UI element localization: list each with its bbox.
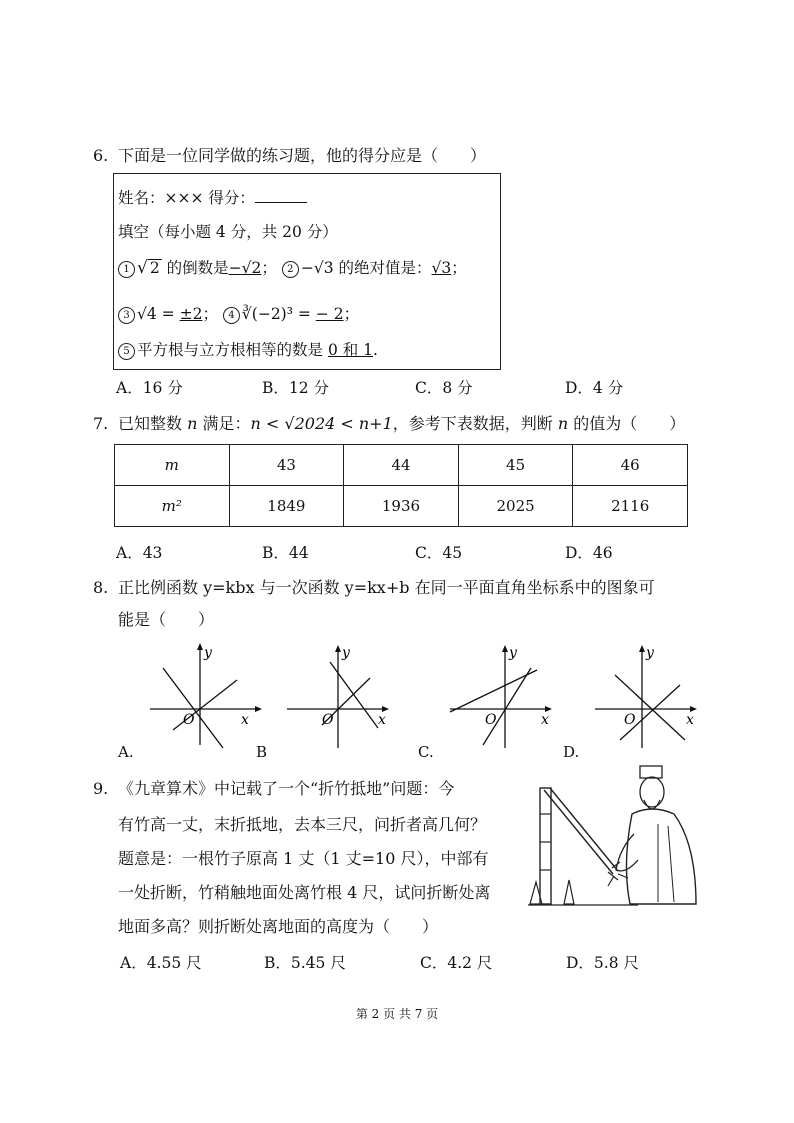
item-4-marker: 4 [223,307,240,324]
item-4-answer: − 2 [315,305,344,323]
sheet-name-line: 姓名：××× 得分： [118,186,307,208]
sheet-item-3-4: 3 √4 = ±2； 4 ∛(−2)³ = − 2； [118,302,359,324]
q9-line-2: 有竹高一丈，末折抵地，去本三尺，问折者高几何？ [118,815,487,834]
scholar-robe [626,809,696,904]
q7-option-c[interactable]: C．45 [415,544,463,562]
origin-label: O [322,712,334,728]
y-label: y [342,645,350,661]
origin-label: O [183,712,195,728]
origin-label: O [624,712,636,728]
sheet-item-1-2: 1 √ 2 的倒数是−√2； 2 −√3 的绝对值是：√3； [118,256,467,278]
table-cell: 2025 [458,486,573,527]
item-1-answer: −√2 [228,259,262,277]
table-head-m-squared: m² [115,486,230,527]
q7-option-d[interactable]: D．46 [565,544,613,562]
q9-line-1: 《九章算术》中记载了一个“折竹抵地”问题：今 [118,779,455,798]
line-2 [330,662,378,728]
graph-d-label[interactable]: D. [563,743,580,761]
q7-inequality: n < √2024 < n+1 [250,414,393,433]
bamboo-stalk [540,788,551,904]
table-head-m: m [115,445,230,486]
x-axis-arrow [255,706,262,712]
q9-line-4: 一处折断，竹稍触地面处离竹根 4 尺，试问折断处离 [118,883,491,902]
q6-option-c[interactable]: C．8 分 [415,379,473,397]
y-axis-arrow [639,645,645,652]
scholar-bamboo-illustration [528,764,704,914]
q9-line-3: 题意是：一根竹子原高 1 丈（1 丈=10 尺），中部有 [118,849,489,868]
sheet-instructions: 填空（每小题 4 分，共 20 分） [118,223,338,241]
item-3-answer: ±2 [179,305,203,323]
x-label: x [686,712,694,728]
table-cell: 45 [458,445,573,486]
graph-d [590,640,710,750]
x-label: x [241,712,249,728]
x-label: x [541,712,549,728]
q9-option-c[interactable]: C．4.2 尺 [420,954,493,972]
y-axis-arrow [197,643,203,650]
graph-b-label[interactable]: B [256,743,268,761]
bamboo-shoot [564,880,574,904]
q6-option-a[interactable]: A．16 分 [116,379,183,397]
table-cell: 44 [344,445,459,486]
q9-option-a[interactable]: A．4.55 尺 [120,954,202,972]
q7-option-b[interactable]: B．44 [262,544,309,562]
x-label: x [378,712,386,728]
q9-line-5: 地面多高？则折断处离地面的高度为（ ） [118,917,439,936]
item-3-marker: 3 [118,307,135,324]
q7-number: 7. [93,414,109,433]
item-1-marker: 1 [118,261,135,278]
table-cell: 1936 [344,486,459,527]
table-cell: 43 [229,445,344,486]
item-2-answer: √3 [431,259,452,277]
q6-option-d[interactable]: D．4 分 [565,379,624,397]
graph-b [282,640,402,750]
page-footer: 第 2 页 共 7 页 [355,1007,439,1021]
q7-stem: 已知整数 n 满足：n < √2024 < n+1，参考下表数据，判断 n 的值为（ ） [118,414,686,433]
graph-c [445,640,565,750]
graph-a-label[interactable]: A. [118,743,134,761]
q9-number: 9. [93,779,109,798]
table-row [115,445,688,486]
q8-stem-line1: 正比例函数 y=kbx 与一次函数 y=kx+b 在同一平面直角坐标系中的图象可 [118,578,655,597]
sheet-item-5: 5 平方根与立方根相等的数是 0 和 1. [118,338,378,360]
q6-number: 6. [93,146,109,165]
scholar-hat [640,766,662,778]
q7-data-table [114,444,688,527]
line-1 [163,668,223,748]
table-row [115,486,688,527]
q6-answer-sheet [113,173,501,370]
q7-option-a[interactable]: A．43 [116,544,163,562]
origin-label: O [485,712,497,728]
bamboo-broken-top [544,790,613,874]
scholar-beard [644,800,660,809]
line-1 [615,675,685,740]
table-cell: 2116 [573,486,688,527]
q8-number: 8. [93,578,109,597]
item-5-marker: 5 [118,343,135,360]
q6-option-b[interactable]: B．12 分 [262,379,330,397]
bamboo-leaves [608,862,628,886]
table-cell: 1849 [229,486,344,527]
q9-option-b[interactable]: B．5.45 尺 [264,954,346,972]
y-axis-arrow [502,645,508,652]
q9-option-d[interactable]: D．5.8 尺 [566,954,640,972]
scholar-head [640,777,664,807]
y-label: y [646,645,654,661]
line-2 [483,668,531,745]
y-axis-arrow [335,645,341,652]
q6-stem: 下面是一位同学做的练习题，他的得分应是（ ） [118,146,487,165]
table-cell: 46 [573,445,688,486]
item-2-marker: 2 [282,261,299,278]
q8-stem-line2: 能是（ ） [118,610,215,629]
y-label: y [509,645,517,661]
robe-fold [668,826,674,902]
y-label: y [204,645,212,661]
graph-c-label[interactable]: C. [418,743,434,761]
line-1 [450,670,537,712]
item-5-answer: 0 和 1 [327,341,374,359]
graph-a [145,640,265,750]
